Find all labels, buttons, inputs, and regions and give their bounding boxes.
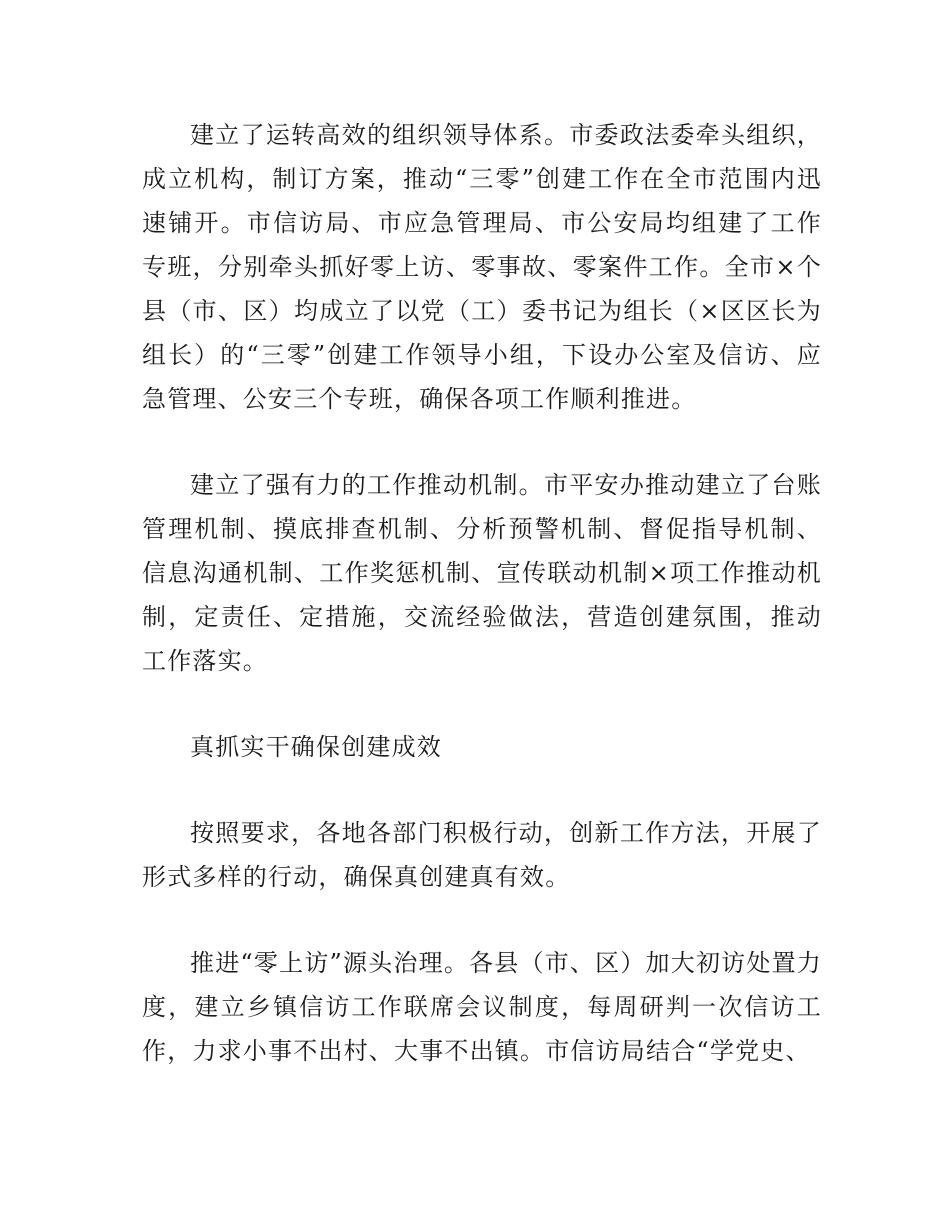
paragraph-gap: [142, 421, 822, 463]
paragraph-requirements: 按照要求，各地各部门积极行动，创新工作方法，开展了形式多样的行动，确保真创建真有效。: [142, 819, 822, 891]
section-heading: 真抓实干确保创建成效: [190, 733, 442, 761]
paragraph-gap: [142, 769, 822, 811]
paragraph-gap: [142, 899, 822, 941]
paragraph-organization-system: 建立了运转高效的组织领导体系。市委政法委牵头组织，成立机构，制订方案，推动“三零”创建工作在全市范围内迅速铺开。市信访局、市应急管理局、市公安局均组建了工作专班，分别牵头抓好零上访、零事故、零案件工作。全市×个县（市、区）均成立了以党（工）委书记为组长（×区区长为组长）的“三零”创建工作领导小组，下设办公室及信访、应急管理、公安三个专班，确保各项工作顺利推进。: [142, 121, 822, 413]
paragraph-zero-petition: 推进“零上访”源头治理。各县（市、区）加大初访处置力度，建立乡镇信访工作联席会议制度，每周研判一次信访工作，力求小事不出村、大事不出镇。市信访局结合“学党史、: [142, 949, 822, 1065]
document-body: [142, 113, 822, 1073]
paragraph-work-mechanism: 建立了强有力的工作推动机制。市平安办推动建立了台账管理机制、摸底排查机制、分析预警机制、督促指导机制、信息沟通机制、工作奖惩机制、宣传联动机制×项工作推动机制，定责任、定措施，交流经验做法，营造创建氛围，推动工作落实。: [142, 471, 822, 675]
paragraph-gap: [142, 683, 822, 725]
